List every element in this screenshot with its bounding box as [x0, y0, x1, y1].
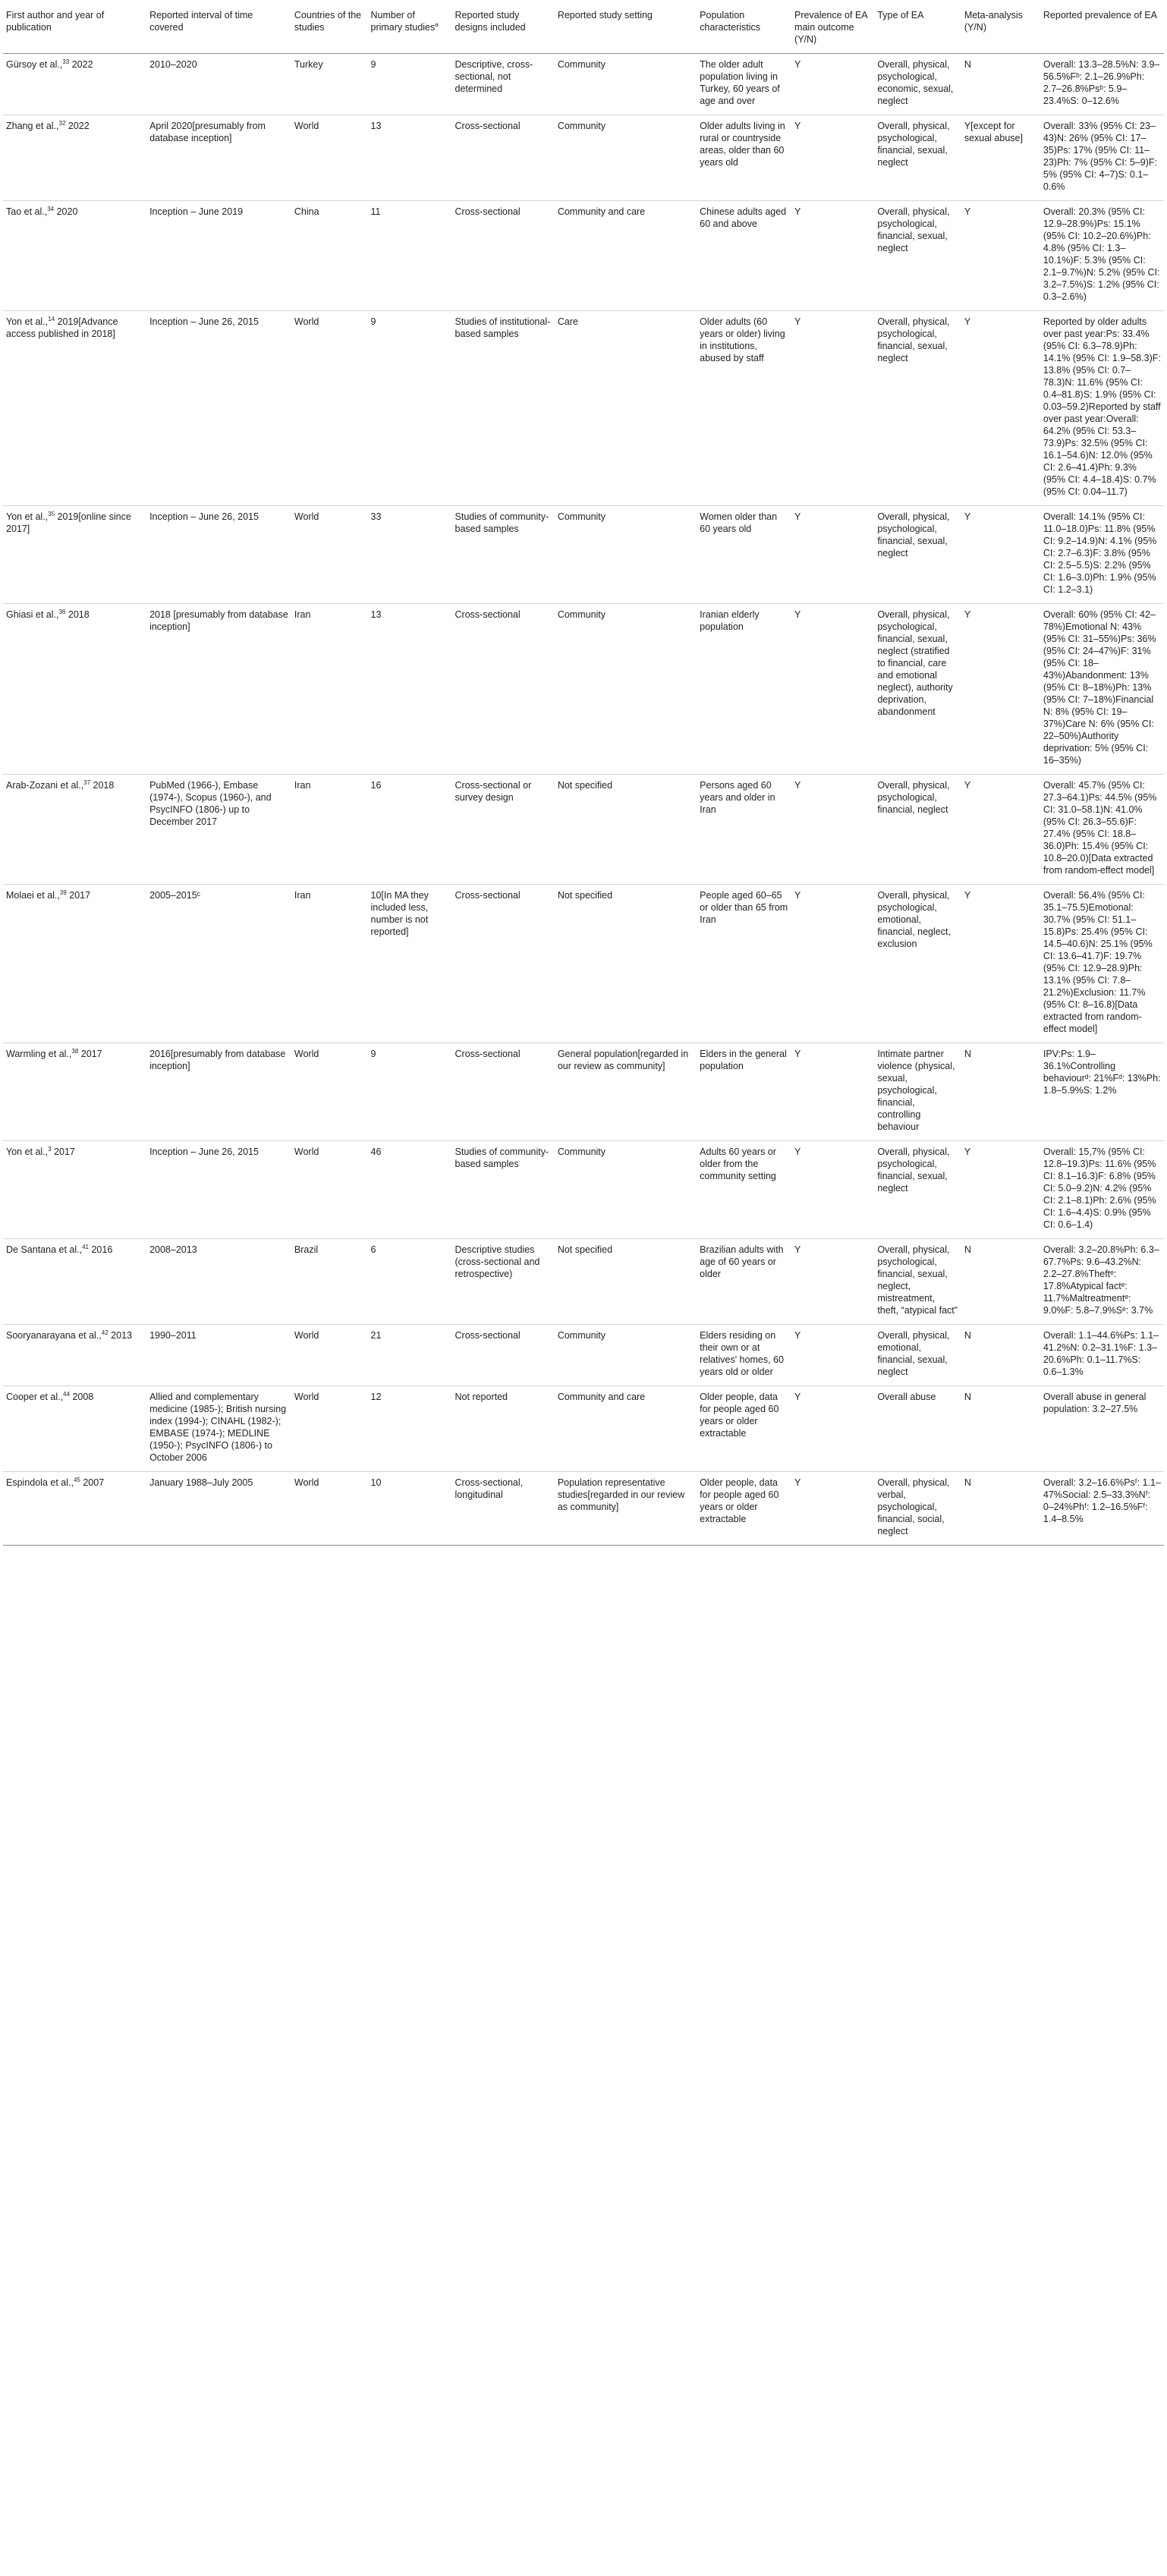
main-outcome-cell: Y	[791, 201, 874, 311]
primary-studies-cell: 11	[368, 201, 452, 311]
countries-cell: World	[291, 1141, 368, 1239]
header-primary-label: Number of primary studies	[370, 10, 436, 33]
population-cell: Brazilian adults with age of 60 years or older	[697, 1239, 791, 1325]
author-name: Ghiasi et al.,	[6, 609, 59, 620]
population-cell: Older adults living in rural or countryside areas, older than 60 years old	[697, 115, 791, 201]
countries-cell: Iran	[291, 885, 368, 1043]
setting-cell: Community and care	[555, 201, 697, 311]
type-cell: Overall, physical, emotional, financial, sexual, neglect	[874, 1325, 961, 1386]
prevalence-cell: Overall: 33% (95% CI: 23–43)N: 26% (95% CI: 17–35)Ps: 17% (95% CI: 11–23)Ph: 7% (95% CI: 5–9)F: 5% (95% CI: 4–7)S: 0.1–0.6%	[1040, 115, 1164, 201]
main-outcome-cell: Y	[791, 775, 874, 885]
publication-year: 2016	[91, 1244, 113, 1255]
meta-analysis-cell: Y	[961, 506, 1040, 604]
prevalence-cell: Overall: 15,7% (95% CI: 12.8–19.3)Ps: 11.6% (95% CI: 8.1–16.3)F: 6.8% (95% CI: 5.0–9.2)N: 4.2% (95% CI: 2.1–8.1)Ph: 2.6% (95% CI: 1.6–4.4)S: 0.9% (95% CI: 0.6–1.4)	[1040, 1141, 1164, 1239]
publication-year: 2018	[68, 609, 90, 620]
publication-year: 2022	[71, 59, 93, 70]
designs-cell: Cross-sectional	[452, 1043, 555, 1141]
main-outcome-cell: Y	[791, 1325, 874, 1386]
header-prevalence: Reported prevalence of EA	[1040, 5, 1164, 54]
meta-analysis-cell: Y	[961, 201, 1040, 311]
reference-number: 37	[83, 778, 91, 786]
countries-cell: China	[291, 201, 368, 311]
table-row	[3, 1141, 1164, 1239]
countries-cell: World	[291, 1472, 368, 1546]
population-cell: Adults 60 years or older from the community setting	[697, 1141, 791, 1239]
author-cell	[3, 1386, 146, 1472]
author-name: Sooryanarayana et al.,	[6, 1330, 102, 1341]
countries-cell: World	[291, 506, 368, 604]
population-cell: Older people, data for people aged 60 years or older extractable	[697, 1472, 791, 1546]
meta-analysis-cell: N	[961, 1325, 1040, 1386]
reference-number: 35	[48, 510, 55, 517]
type-cell: Overall, physical, psychological, financial, sexual, neglect	[874, 506, 961, 604]
interval-cell: 2018 [presumably from database inception]	[146, 604, 291, 775]
primary-studies-cell: 13	[368, 604, 452, 775]
reference-number: 41	[82, 1243, 89, 1250]
header-population: Population characteristics	[697, 5, 791, 54]
reference-number: 44	[63, 1390, 70, 1398]
reference-number: 33	[62, 58, 70, 65]
reference-number: 36	[58, 608, 66, 615]
setting-cell: Community	[555, 604, 697, 775]
publication-year: 2020	[56, 206, 78, 217]
setting-cell: Not specified	[555, 1239, 697, 1325]
meta-analysis-cell: Y	[961, 885, 1040, 1043]
designs-cell: Cross-sectional	[452, 201, 555, 311]
meta-analysis-cell: N	[961, 54, 1040, 115]
interval-cell: 2008–2013	[146, 1239, 291, 1325]
author-name: Zhang et al.,	[6, 121, 59, 131]
author-name: De Santana et al.,	[6, 1244, 83, 1255]
main-outcome-cell: Y	[791, 1043, 874, 1141]
prevalence-cell: Overall: 14.1% (95% CI: 11.0–18.0)Ps: 11.8% (95% CI: 9.2–14.9)N: 4.1% (95% CI: 2.7–6.3)F: 3.8% (95% CI: 2.5–5.5)S: 2.2% (95% CI: 1.6–3.0)Ph: 1.9% (95% CI: 1.2–3.1)	[1040, 506, 1164, 604]
population-cell: Older people, data for people aged 60 years or older extractable	[697, 1386, 791, 1472]
designs-cell: Studies of community-based samples	[452, 506, 555, 604]
setting-cell: Community and care	[555, 1386, 697, 1472]
table-row	[3, 775, 1164, 885]
meta-analysis-cell: Y	[961, 604, 1040, 775]
prevalence-cell: Overall: 3.2–16.6%Psᶠ: 1.1–47%Social: 2.5–33.3%Nᶠ: 0–24%Phᶠ: 1.2–16.5%Fᶠ: 1.4–8.5%	[1040, 1472, 1164, 1546]
meta-analysis-cell: Y	[961, 311, 1040, 506]
publication-year: 2017	[80, 1049, 102, 1059]
interval-cell: January 1988–July 2005	[146, 1472, 291, 1546]
header-row	[3, 5, 1164, 54]
author-cell	[3, 201, 146, 311]
designs-cell: Descriptive, cross-sectional, not determined	[452, 54, 555, 115]
table-row	[3, 115, 1164, 201]
designs-cell: Cross-sectional or survey design	[452, 775, 555, 885]
interval-cell: Inception – June 2019	[146, 201, 291, 311]
population-cell: Older adults (60 years or older) living in institutions, abused by staff	[697, 311, 791, 506]
type-cell: Overall, physical, psychological, financial, neglect	[874, 775, 961, 885]
table-row	[3, 201, 1164, 311]
countries-cell: Brazil	[291, 1239, 368, 1325]
setting-cell: Not specified	[555, 775, 697, 885]
type-cell: Overall, physical, psychological, financial, sexual, neglect	[874, 311, 961, 506]
countries-cell: Iran	[291, 775, 368, 885]
designs-cell: Cross-sectional	[452, 604, 555, 775]
meta-analysis-cell: Y[except for sexual abuse]	[961, 115, 1040, 201]
table-row	[3, 1472, 1164, 1546]
author-cell	[3, 1239, 146, 1325]
table-header	[3, 5, 1164, 54]
population-cell: Elders in the general population	[697, 1043, 791, 1141]
interval-cell: PubMed (1966-), Embase (1974-), Scopus (1960-), and PsycINFO (1806-) up to December 2017	[146, 775, 291, 885]
population-cell: Women older than 60 years old	[697, 506, 791, 604]
author-name: Cooper et al.,	[6, 1392, 64, 1402]
prevalence-cell: Overall: 13.3–28.5%N: 3.9–56.5%Fᵇ: 2.1–26.9%Ph: 2.7–26.8%Psᵇ: 5.9–23.4%S: 0–12.6%	[1040, 54, 1164, 115]
primary-studies-cell: 12	[368, 1386, 452, 1472]
author-name: Gürsoy et al.,	[6, 59, 63, 70]
author-cell	[3, 885, 146, 1043]
designs-cell: Cross-sectional	[452, 115, 555, 201]
setting-cell: Community	[555, 1325, 697, 1386]
review-table	[3, 5, 1164, 1546]
prevalence-cell: Overall: 56.4% (95% CI: 35.1–75.5)Emotional: 30.7% (95% CI: 51.1–15.8)Ps: 25.4% (95% CI: 14.5–40.6)N: 25.1% (95% CI: 13.6–41.7)F: 19.7% (95% CI: 12.9–28.9)Ph: 13.1% (95% CI: 7.8–21.2%)Exclusion: 11.7% (95% CI: 8–16.8)[Data extracted from random-effect model]	[1040, 885, 1164, 1043]
table-row	[3, 604, 1164, 775]
type-cell: Overall, physical, psychological, economic, sexual, neglect	[874, 54, 961, 115]
main-outcome-cell: Y	[791, 1141, 874, 1239]
interval-cell: Allied and complementary medicine (1985-); British nursing index (1994-); CINAHL (1982-); EMBASE (1974-); MEDLINE (1950-); PsycINFO (1806-) to October 2006	[146, 1386, 291, 1472]
publication-year: 2017	[69, 890, 91, 901]
author-cell	[3, 1043, 146, 1141]
primary-studies-cell: 9	[368, 311, 452, 506]
reference-number: 42	[101, 1329, 109, 1336]
author-name: Yon et al.,	[6, 316, 49, 327]
reference-number: 45	[73, 1476, 80, 1483]
prevalence-cell: Overall: 60% (95% CI: 42–78%)Emotional N: 43% (95% CI: 31–55%)Ps: 36% (95% CI: 24–47%)F: 31% (95% CI: 18–43%)Abandonment: 13% (95% CI: 8–18%)Ph: 13% (95% CI: 7–18%)Financial N: 8% (95% CI: 19–37%)Care N: 6% (95% CI: 22–50%)Authority deprivation: 5% (95% CI: 16–35%)	[1040, 604, 1164, 775]
author-cell	[3, 54, 146, 115]
author-cell	[3, 1325, 146, 1386]
type-cell: Overall, physical, verbal, psychological, financial, social, neglect	[874, 1472, 961, 1546]
main-outcome-cell: Y	[791, 604, 874, 775]
header-countries: Countries of the studies	[291, 5, 368, 54]
prevalence-cell: IPV:Ps: 1.9–36.1%Controlling behaviourᵈ: 21%Fᵈ: 13%Ph: 1.8–5.9%S: 1.2%	[1040, 1043, 1164, 1141]
interval-cell: 2016[presumably from database inception]	[146, 1043, 291, 1141]
countries-cell: World	[291, 1325, 368, 1386]
meta-analysis-cell: N	[961, 1472, 1040, 1546]
primary-studies-cell: 33	[368, 506, 452, 604]
meta-analysis-cell: N	[961, 1386, 1040, 1472]
population-cell: Chinese adults aged 60 and above	[697, 201, 791, 311]
setting-cell: Community	[555, 54, 697, 115]
primary-studies-cell: 9	[368, 1043, 452, 1141]
publication-year: 2008	[72, 1392, 94, 1402]
countries-cell: Turkey	[291, 54, 368, 115]
publication-year: 2007	[83, 1477, 105, 1488]
header-main-outcome: Prevalence of EA main outcome (Y/N)	[791, 5, 874, 54]
meta-analysis-cell: Y	[961, 775, 1040, 885]
setting-cell: Community	[555, 506, 697, 604]
reference-number: 3	[48, 1145, 52, 1153]
main-outcome-cell: Y	[791, 885, 874, 1043]
population-cell: Elders residing on their own or at relatives' homes, 60 years old or older	[697, 1325, 791, 1386]
header-primary-studies	[368, 5, 452, 54]
author-name: Yon et al.,	[6, 511, 49, 522]
publication-year: 2022	[68, 121, 90, 131]
type-cell: Overall abuse	[874, 1386, 961, 1472]
interval-cell: 2010–2020	[146, 54, 291, 115]
author-name: Espindola et al.,	[6, 1477, 74, 1488]
designs-cell: Not reported	[452, 1386, 555, 1472]
table-row	[3, 1239, 1164, 1325]
header-meta: Meta-analysis (Y/N)	[961, 5, 1040, 54]
designs-cell: Studies of community-based samples	[452, 1141, 555, 1239]
interval-cell: Inception – June 26, 2015	[146, 506, 291, 604]
population-cell: The older adult population living in Turkey, 60 years of age and over	[697, 54, 791, 115]
table-body	[3, 54, 1164, 1546]
meta-analysis-cell: N	[961, 1043, 1040, 1141]
table-row	[3, 1043, 1164, 1141]
interval-cell: 1990–2011	[146, 1325, 291, 1386]
designs-cell: Cross-sectional, longitudinal	[452, 1472, 555, 1546]
countries-cell: World	[291, 311, 368, 506]
type-cell: Overall, physical, psychological, financial, sexual, neglect, mistreatment, theft, “atypical fact”	[874, 1239, 961, 1325]
interval-cell: 2005–2015ᶜ	[146, 885, 291, 1043]
main-outcome-cell: Y	[791, 1386, 874, 1472]
reference-number: 39	[59, 889, 67, 896]
prevalence-cell: Overall: 45.7% (95% CI: 27.3–64.1)Ps: 44.5% (95% CI: 31.0–58.1)N: 41.0% (95% CI: 26.3–55.6)F: 27.4% (95% CI: 18.8–36.0)Ph: 15.4% (95% CI: 10.8–20.0)[Data extracted from random-effect model]	[1040, 775, 1164, 885]
countries-cell: World	[291, 1043, 368, 1141]
author-name: Molaei et al.,	[6, 890, 60, 901]
header-author: First author and year of publication	[3, 5, 146, 54]
designs-cell: Cross-sectional	[452, 1325, 555, 1386]
main-outcome-cell: Y	[791, 1472, 874, 1546]
type-cell: Overall, physical, psychological, financial, sexual, neglect	[874, 1141, 961, 1239]
prevalence-cell: Overall: 20.3% (95% CI: 12.9–28.9%)Ps: 15.1% (95% CI: 10.2–20.6%)Ph: 4.8% (95% CI: 1.3–10.1%)F: 5.3% (95% CI: 2.1–9.7%)N: 5.2% (95% CI: 3.2–7.5%)S: 1.2% (95% CI: 0.3–2.6%)	[1040, 201, 1164, 311]
meta-analysis-cell: N	[961, 1239, 1040, 1325]
prevalence-cell: Overall: 3.2–20.8%Ph: 6.3–67.7%Ps: 9.6–43.2%N: 2.2–27.8%Theftᵉ: 17.8%Atypical factᵉ: 11.7%Maltreatmentᵉ: 9.0%F: 5.8–7.9%Sᵉ: 3.7%	[1040, 1239, 1164, 1325]
table-row	[3, 506, 1164, 604]
primary-studies-cell: 6	[368, 1239, 452, 1325]
primary-studies-cell: 16	[368, 775, 452, 885]
publication-year: 2013	[111, 1330, 132, 1341]
publication-year: 2019[Advance access published in 2018]	[6, 316, 118, 339]
main-outcome-cell: Y	[791, 506, 874, 604]
countries-cell: World	[291, 115, 368, 201]
table-row	[3, 311, 1164, 506]
author-cell	[3, 311, 146, 506]
type-cell: Overall, physical, psychological, emotional, financial, neglect, exclusion	[874, 885, 961, 1043]
main-outcome-cell: Y	[791, 115, 874, 201]
primary-studies-cell: 46	[368, 1141, 452, 1239]
author-name: Arab-Zozani et al.,	[6, 780, 84, 791]
reference-number: 14	[48, 315, 55, 322]
setting-cell: Care	[555, 311, 697, 506]
prevalence-cell: Overall abuse in general population: 3.2–27.5%	[1040, 1386, 1164, 1472]
interval-cell: Inception – June 26, 2015	[146, 311, 291, 506]
main-outcome-cell: Y	[791, 54, 874, 115]
author-cell	[3, 775, 146, 885]
type-cell: Overall, physical, psychological, financial, sexual, neglect (stratified to financial, care and emotional neglect), authority deprivation, abandonment	[874, 604, 961, 775]
countries-cell: World	[291, 1386, 368, 1472]
reference-number: 32	[58, 119, 66, 127]
primary-studies-cell: 21	[368, 1325, 452, 1386]
table-row	[3, 54, 1164, 115]
setting-cell: Community	[555, 1141, 697, 1239]
author-name: Warmling et al.,	[6, 1049, 72, 1059]
header-type: Type of EA	[874, 5, 961, 54]
designs-cell: Cross-sectional	[452, 885, 555, 1043]
prevalence-cell: Reported by older adults over past year:Ps: 33.4% (95% CI: 6.3–78.9)Ph: 14.1% (95% CI: 1.9–58.3)F: 13.8% (95% CI: 0.7–78.3)N: 11.6% (95% CI: 0.4–81.8)S: 1.9% (95% CI: 0.03–59.2)Reported by staff over past year:Overall: 64.2% (95% CI: 53.3–73.9)Ps: 32.5% (95% CI: 16.1–54.6)N: 12.0% (95% CI: 2.6–41.4)Ph: 9.3% (95% CI: 4.4–18.4)S: 0.7% (95% CI: 0.04–11.7)	[1040, 311, 1164, 506]
header-setting: Reported study setting	[555, 5, 697, 54]
table-row	[3, 1325, 1164, 1386]
interval-cell: Inception – June 26, 2015	[146, 1141, 291, 1239]
interval-cell: April 2020[presumably from database inception]	[146, 115, 291, 201]
type-cell: Overall, physical, psychological, financial, sexual, neglect	[874, 115, 961, 201]
primary-studies-cell: 9	[368, 54, 452, 115]
author-name: Yon et al.,	[6, 1146, 49, 1157]
main-outcome-cell: Y	[791, 1239, 874, 1325]
type-cell: Overall, physical, psychological, financial, sexual, neglect	[874, 201, 961, 311]
primary-studies-cell: 10[In MA they included less, number is not reported]	[368, 885, 452, 1043]
reference-number: 34	[47, 205, 55, 212]
designs-cell: Descriptive studies (cross-sectional and retrospective)	[452, 1239, 555, 1325]
setting-cell: Not specified	[555, 885, 697, 1043]
setting-cell: Community	[555, 115, 697, 201]
type-cell: Intimate partner violence (physical, sexual, psychological, financial, controlling behaviour	[874, 1043, 961, 1141]
population-cell: Iranian elderly population	[697, 604, 791, 775]
countries-cell: Iran	[291, 604, 368, 775]
header-interval: Reported interval of time covered	[146, 5, 291, 54]
header-primary-footnote: a	[435, 20, 439, 28]
author-cell	[3, 604, 146, 775]
population-cell: Persons aged 60 years and older in Iran	[697, 775, 791, 885]
designs-cell: Studies of institutional-based samples	[452, 311, 555, 506]
author-cell	[3, 1141, 146, 1239]
meta-analysis-cell: Y	[961, 1141, 1040, 1239]
table-row	[3, 885, 1164, 1043]
primary-studies-cell: 10	[368, 1472, 452, 1546]
setting-cell: General population[regarded in our review as community]	[555, 1043, 697, 1141]
author-cell	[3, 1472, 146, 1546]
population-cell: People aged 60–65 or older than 65 from Iran	[697, 885, 791, 1043]
publication-year: 2019[online since 2017]	[6, 511, 131, 534]
primary-studies-cell: 13	[368, 115, 452, 201]
author-cell	[3, 506, 146, 604]
main-outcome-cell: Y	[791, 311, 874, 506]
table-row	[3, 1386, 1164, 1472]
publication-year: 2018	[93, 780, 115, 791]
header-designs: Reported study designs included	[452, 5, 555, 54]
prevalence-cell: Overall: 1.1–44.6%Ps: 1.1–41.2%N: 0.2–31.1%F: 1.3–20.6%Ph: 0.1–11.7%S: 0.6–1.3%	[1040, 1325, 1164, 1386]
publication-year: 2017	[54, 1146, 75, 1157]
reference-number: 38	[71, 1047, 79, 1055]
author-name: Tao et al.,	[6, 206, 48, 217]
setting-cell: Population representative studies[regarded in our review as community]	[555, 1472, 697, 1546]
author-cell	[3, 115, 146, 201]
